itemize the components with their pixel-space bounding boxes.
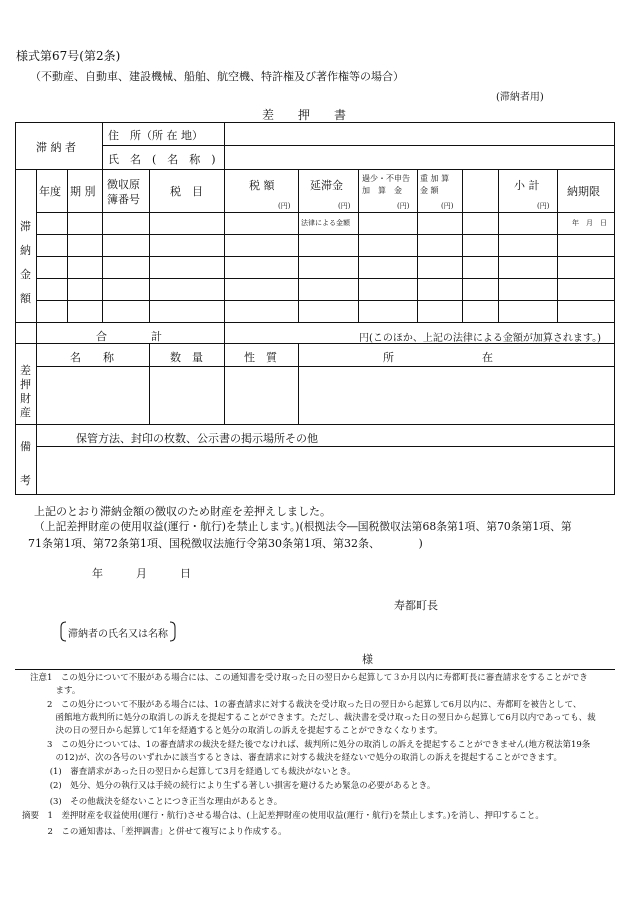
- declaration-date: 年 月 日: [92, 567, 191, 580]
- yen-unit: (円): [537, 202, 550, 210]
- note-line: 注意1 この処分について不服がある場合には、この通知書を受け取った日の翌日から起算して３か月以内に寿都町長に審査請求をすることができ: [30, 673, 588, 683]
- total-label: 合 計: [96, 330, 162, 343]
- addressee-label: 滞納者の氏名又は名称: [68, 629, 168, 640]
- address-label: 住 所（所 在 地）: [108, 129, 203, 142]
- declaration-line-2: （上記差押財産の使用収益(運行・航行)を禁止します。)(根拠法令―国税徴収法第68条第1項、第70条第1項、第: [34, 520, 572, 533]
- seized-side-char: 産: [20, 406, 31, 419]
- seized-col-quantity: 数 量: [170, 351, 203, 364]
- note-line: の12)が、次の各号のいずれかに該当するときは、審査請求に対する裁決を経ないで処分の取消しの訴えを提起することができます。: [30, 753, 562, 763]
- seized-side-char: 財: [20, 392, 31, 405]
- remarks-text: 保管方法、封印の枚数、公示書の掲示場所その他: [76, 432, 318, 445]
- remarks-side-char: 考: [20, 474, 31, 487]
- col-period: 期 別: [70, 185, 96, 198]
- note-line: (3) その他裁決を経ないことにつき正当な理由があるとき。: [30, 797, 283, 807]
- arrears-side-char: 金: [20, 268, 31, 281]
- seized-col-nature: 性 質: [244, 351, 277, 364]
- note-line: 函館地方裁判所に処分の取消しの訴えを提起することができます。ただし、裁決書を受け取った日の翌日から起算して6月以内であっても、裁: [30, 713, 596, 723]
- col-subtotal: 小 計: [514, 179, 540, 192]
- note-line: (1) 審査請求があった日の翌日から起算して3月を経過しても裁決がないとき。: [30, 767, 356, 777]
- summary-line: 摘要 1 差押財産を収益使用(運行・航行)させる場合は、(上記差押財産の使用収益(運行・航行)を禁止します。)を消し、押印すること。: [22, 811, 544, 821]
- note-line: ます。: [30, 686, 81, 696]
- declaration-line-1: 上記のとおり滞納金額の徴収のため財産を差押えしました。: [34, 505, 331, 518]
- seized-side-char: 押: [20, 378, 31, 391]
- name-label: 氏 名 ( 名 称 ): [108, 153, 216, 166]
- note-line: 3 この処分については、1の審査請求の裁決を経た後でなければ、裁判所に処分の取消しの訴えを提起することができません(地方税法第19条: [30, 740, 591, 750]
- col-due-date: 納期限: [567, 185, 600, 198]
- summary-line: 2 この通知書は、「差押調書」と併せて複写により作成する。: [22, 827, 287, 837]
- yen-unit: (円): [278, 202, 291, 210]
- yen-unit: (円): [397, 202, 410, 210]
- col-tax-amount: 税 額: [249, 179, 275, 192]
- taxpayer-label: 滞 納 者: [36, 141, 76, 154]
- seized-col-location: 所 在: [383, 351, 493, 364]
- copy-for-label: (滞納者用): [496, 92, 544, 103]
- note-line: (2) 処分、処分の執行又は手続の続行により生ずる著しい損害を避けるため緊急の必要があるとき。: [30, 781, 436, 791]
- yen-unit: (円): [338, 202, 351, 210]
- col-ledger-number: 徴収原 簿番号: [107, 178, 140, 206]
- form-scope: （不動産、自動車、建設機械、船舶、航空機、特許権及び著作権等の場合）: [30, 70, 404, 83]
- seized-col-name: 名 称: [70, 351, 114, 364]
- col-heavy-penalty: 重 加 算 金 額: [420, 174, 450, 195]
- col-year: 年度: [39, 185, 61, 198]
- seized-side-char: 差: [20, 364, 31, 377]
- due-date-format: 年 月 日: [572, 219, 607, 227]
- total-note: 円(このほか、上記の法律による金額が加算されます。): [359, 333, 602, 344]
- arrears-side-char: 滞: [20, 220, 31, 233]
- document-title: 差 押 書: [262, 108, 347, 122]
- form-number: 様式第67号(第2条): [16, 49, 121, 63]
- declaration-line-3: 71条第1項、第72条第1項、国税徴収法施行令第30条第1項、第32条、 ): [28, 537, 423, 550]
- arrears-side-char: 納: [20, 244, 31, 257]
- yen-unit: (円): [441, 202, 454, 210]
- honorific: 様: [362, 653, 373, 666]
- law-amount-note: 法律による金額: [301, 219, 350, 227]
- note-line: 決の日の翌日から起算して1年を経過すると処分の取消しの訴えを提起することができなくなります。: [30, 726, 443, 736]
- col-tax-item: 税 目: [170, 185, 203, 198]
- col-delay-charge: 延滞金: [310, 179, 343, 192]
- col-penalty: 過少・不申告 加 算 金: [362, 174, 410, 195]
- issuer-name: 寿都町長: [394, 599, 438, 612]
- remarks-side-char: 備: [20, 440, 31, 453]
- arrears-side-char: 額: [20, 292, 31, 305]
- note-line: 2 この処分について不服がある場合には、1の審査請求に対する裁決を受け取った日の翌日から起算して6月以内に、寿都町を被告として、: [30, 700, 582, 710]
